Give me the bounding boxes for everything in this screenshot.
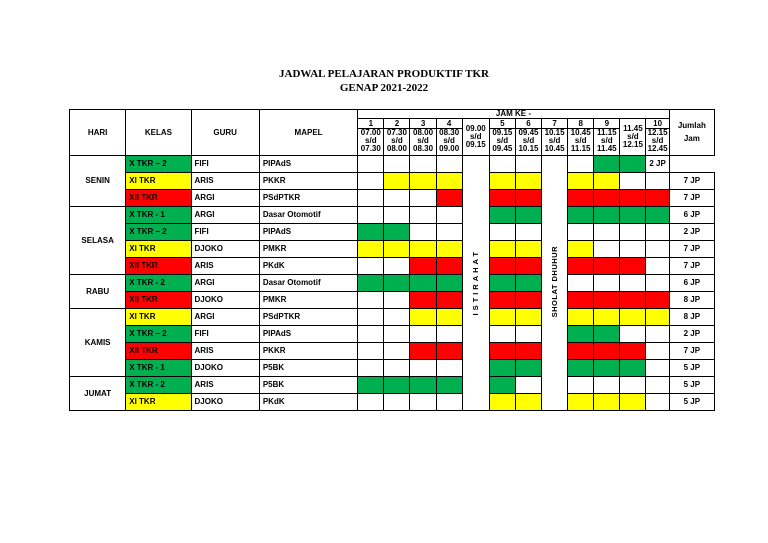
slot-cell bbox=[489, 275, 515, 292]
break-time-4: 09.00 s/d 09.15 bbox=[462, 119, 489, 156]
day-cell-jumat: JUMAT bbox=[70, 377, 126, 411]
slot-cell bbox=[489, 326, 515, 343]
slot-cell bbox=[436, 343, 462, 360]
slot-cell bbox=[515, 241, 541, 258]
slot-cell bbox=[568, 292, 594, 309]
slot-cell bbox=[594, 241, 620, 258]
slot-cell bbox=[620, 241, 646, 258]
slot-cell bbox=[358, 156, 384, 173]
slot-cell bbox=[594, 309, 620, 326]
period-number-3: 3 bbox=[410, 119, 436, 129]
guru-cell: FIFI bbox=[191, 224, 259, 241]
slot-cell bbox=[620, 275, 646, 292]
slot-cell bbox=[384, 326, 410, 343]
mapel-cell: Dasar Otomotif bbox=[259, 275, 357, 292]
slot-cell bbox=[384, 377, 410, 394]
slot-cell bbox=[620, 207, 646, 224]
slot-cell bbox=[515, 156, 541, 173]
slot-cell bbox=[489, 258, 515, 275]
jumlah-cell: 7 JP bbox=[669, 258, 714, 275]
slot-cell bbox=[436, 394, 462, 411]
slot-cell bbox=[358, 343, 384, 360]
table-row bbox=[70, 292, 715, 309]
jumlah-cell: 2 JP bbox=[669, 224, 714, 241]
slot-cell bbox=[646, 258, 669, 275]
table-row bbox=[70, 207, 715, 224]
slot-cell bbox=[436, 326, 462, 343]
period-number-9: 9 bbox=[594, 119, 620, 129]
slot-cell bbox=[515, 309, 541, 326]
period-time-5: 09.15 s/d 09.45 bbox=[489, 129, 515, 156]
slot-cell bbox=[594, 173, 620, 190]
slot-cell bbox=[568, 258, 594, 275]
header-hari: HARI bbox=[70, 110, 126, 156]
slot-cell bbox=[489, 292, 515, 309]
mapel-cell: Dasar Otomotif bbox=[259, 207, 357, 224]
slot-cell bbox=[358, 326, 384, 343]
table-row bbox=[70, 275, 715, 292]
slot-cell bbox=[620, 309, 646, 326]
slot-cell bbox=[620, 377, 646, 394]
table-row bbox=[70, 309, 715, 326]
slot-cell bbox=[384, 275, 410, 292]
kelas-cell: XI TKR bbox=[126, 309, 191, 326]
slot-cell bbox=[515, 275, 541, 292]
period-number-4: 4 bbox=[436, 119, 462, 129]
mapel-cell: PIPAdS bbox=[259, 326, 357, 343]
day-cell-kamis: KAMIS bbox=[70, 309, 126, 377]
table-row bbox=[70, 241, 715, 258]
guru-cell: DJOKO bbox=[191, 360, 259, 377]
period-time-3: 08.00 s/d 08.30 bbox=[410, 129, 436, 156]
period-number-1: 1 bbox=[358, 119, 384, 129]
kelas-cell: X TKR – 2 bbox=[126, 326, 191, 343]
slot-cell bbox=[489, 207, 515, 224]
period-number-6: 6 bbox=[515, 119, 541, 129]
slot-cell bbox=[436, 275, 462, 292]
slot-cell bbox=[410, 224, 436, 241]
slot-cell bbox=[436, 292, 462, 309]
mapel-cell: PSdPTKR bbox=[259, 190, 357, 207]
period-time-2: 07.30 s/d 08.00 bbox=[384, 129, 410, 156]
slot-cell bbox=[410, 173, 436, 190]
slot-cell bbox=[489, 377, 515, 394]
slot-cell bbox=[489, 156, 515, 173]
table-row bbox=[70, 360, 715, 377]
slot-cell bbox=[568, 241, 594, 258]
slot-cell bbox=[646, 309, 669, 326]
slot-cell bbox=[358, 190, 384, 207]
kelas-cell: XII TKR bbox=[126, 190, 191, 207]
mapel-cell: PKdK bbox=[259, 258, 357, 275]
slot-cell bbox=[568, 156, 594, 173]
slot-cell bbox=[594, 377, 620, 394]
slot-cell bbox=[358, 360, 384, 377]
guru-cell: ARGI bbox=[191, 309, 259, 326]
slot-cell bbox=[410, 241, 436, 258]
slot-cell bbox=[358, 224, 384, 241]
slot-cell bbox=[358, 292, 384, 309]
slot-cell bbox=[436, 309, 462, 326]
slot-cell bbox=[568, 326, 594, 343]
slot-cell bbox=[436, 173, 462, 190]
jumlah-cell: 5 JP bbox=[669, 360, 714, 377]
slot-cell bbox=[515, 207, 541, 224]
slot-cell bbox=[594, 292, 620, 309]
period-number-10: 10 bbox=[646, 119, 669, 129]
kelas-cell: XI TKR bbox=[126, 394, 191, 411]
slot-cell bbox=[436, 360, 462, 377]
kelas-cell: XI TKR bbox=[126, 173, 191, 190]
istirahat-label: ISTIRAHAT bbox=[471, 248, 480, 316]
table-row bbox=[70, 394, 715, 411]
slot-cell bbox=[410, 156, 436, 173]
slot-cell bbox=[384, 394, 410, 411]
slot-cell bbox=[410, 326, 436, 343]
slot-cell bbox=[646, 360, 669, 377]
period-time-8: 10.45 s/d 11.15 bbox=[568, 129, 594, 156]
kelas-cell: X TKR - 2 bbox=[126, 377, 191, 394]
mapel-cell: P5BK bbox=[259, 377, 357, 394]
slot-cell bbox=[436, 258, 462, 275]
slot-cell bbox=[646, 394, 669, 411]
slot-cell bbox=[436, 377, 462, 394]
mapel-cell: P5BK bbox=[259, 360, 357, 377]
slot-cell bbox=[620, 326, 646, 343]
slot-cell bbox=[384, 156, 410, 173]
table-row bbox=[70, 377, 715, 394]
slot-cell bbox=[594, 343, 620, 360]
slot-cell bbox=[594, 275, 620, 292]
slot-cell bbox=[410, 394, 436, 411]
slot-cell bbox=[594, 190, 620, 207]
jumlah-cell: 8 JP bbox=[669, 309, 714, 326]
guru-cell: ARIS bbox=[191, 173, 259, 190]
period-time-10: 12.15 s/d 12.45 bbox=[646, 129, 669, 156]
slot-cell bbox=[358, 258, 384, 275]
mapel-cell: PKdK bbox=[259, 394, 357, 411]
slot-cell bbox=[620, 394, 646, 411]
table-row bbox=[70, 326, 715, 343]
slot-cell bbox=[358, 377, 384, 394]
slot-cell bbox=[358, 241, 384, 258]
jumlah-cell: 7 JP bbox=[669, 343, 714, 360]
slot-cell bbox=[568, 275, 594, 292]
kelas-cell: X TKR - 1 bbox=[126, 207, 191, 224]
guru-cell: FIFI bbox=[191, 156, 259, 173]
schedule-table bbox=[69, 109, 715, 411]
slot-cell bbox=[646, 343, 669, 360]
slot-cell bbox=[620, 156, 646, 173]
slot-cell bbox=[489, 360, 515, 377]
slot-cell bbox=[620, 173, 646, 190]
slot-cell bbox=[594, 224, 620, 241]
mapel-cell: PKKR bbox=[259, 343, 357, 360]
slot-cell bbox=[594, 258, 620, 275]
slot-cell bbox=[646, 377, 669, 394]
slot-cell bbox=[646, 326, 669, 343]
slot-cell bbox=[410, 190, 436, 207]
slot-cell bbox=[594, 207, 620, 224]
slot-cell bbox=[384, 292, 410, 309]
slot-cell bbox=[436, 207, 462, 224]
jumlah-cell: 6 JP bbox=[669, 207, 714, 224]
slot-cell bbox=[646, 241, 669, 258]
break-time-10: 11.45 s/d 12.15 bbox=[620, 119, 646, 156]
slot-cell bbox=[646, 173, 669, 190]
slot-cell bbox=[515, 292, 541, 309]
slot-cell bbox=[620, 343, 646, 360]
slot-cell bbox=[568, 394, 594, 411]
period-number-8: 8 bbox=[568, 119, 594, 129]
table-row bbox=[70, 173, 715, 190]
header-mapel: MAPEL bbox=[259, 110, 357, 156]
slot-cell bbox=[384, 173, 410, 190]
slot-cell bbox=[515, 326, 541, 343]
slot-cell bbox=[515, 173, 541, 190]
table-row bbox=[70, 224, 715, 241]
guru-cell: DJOKO bbox=[191, 241, 259, 258]
guru-cell: FIFI bbox=[191, 326, 259, 343]
slot-cell bbox=[646, 292, 669, 309]
jumlah-cell: 5 JP bbox=[669, 377, 714, 394]
slot-cell bbox=[384, 207, 410, 224]
slot-cell bbox=[568, 343, 594, 360]
slot-cell bbox=[489, 190, 515, 207]
slot-cell bbox=[568, 207, 594, 224]
slot-cell bbox=[410, 292, 436, 309]
header-kelas: KELAS bbox=[126, 110, 191, 156]
slot-cell bbox=[489, 394, 515, 411]
jumlah-cell: 7 JP bbox=[669, 173, 714, 190]
guru-cell: ARIS bbox=[191, 258, 259, 275]
slot-cell bbox=[620, 224, 646, 241]
slot-cell bbox=[515, 394, 541, 411]
guru-cell: ARGI bbox=[191, 207, 259, 224]
slot-cell bbox=[358, 173, 384, 190]
slot-cell bbox=[594, 156, 620, 173]
day-cell-selasa: SELASA bbox=[70, 207, 126, 275]
slot-cell bbox=[646, 207, 669, 224]
guru-cell: ARGI bbox=[191, 275, 259, 292]
slot-cell bbox=[410, 258, 436, 275]
slot-cell bbox=[384, 309, 410, 326]
slot-cell bbox=[489, 173, 515, 190]
slot-cell bbox=[568, 173, 594, 190]
slot-cell bbox=[489, 224, 515, 241]
slot-cell bbox=[489, 343, 515, 360]
jumlah-cell: 2 JP bbox=[646, 156, 669, 173]
slot-cell bbox=[410, 343, 436, 360]
mapel-cell: PIPAdS bbox=[259, 156, 357, 173]
istirahat-column bbox=[462, 156, 489, 411]
slot-cell bbox=[489, 309, 515, 326]
slot-cell bbox=[436, 156, 462, 173]
period-time-6: 09.45 s/d 10.15 bbox=[515, 129, 541, 156]
slot-cell bbox=[515, 258, 541, 275]
jumlah-cell: 6 JP bbox=[669, 275, 714, 292]
slot-cell bbox=[594, 360, 620, 377]
kelas-cell: X TKR – 2 bbox=[126, 156, 191, 173]
slot-cell bbox=[410, 275, 436, 292]
mapel-cell: PMKR bbox=[259, 292, 357, 309]
slot-cell bbox=[436, 190, 462, 207]
period-number-5: 5 bbox=[489, 119, 515, 129]
schedule-title: JADWAL PELAJARAN PRODUKTIF TKR bbox=[279, 68, 489, 80]
slot-cell bbox=[384, 360, 410, 377]
mapel-cell: PKKR bbox=[259, 173, 357, 190]
slot-cell bbox=[358, 207, 384, 224]
slot-cell bbox=[620, 258, 646, 275]
header-guru: GURU bbox=[191, 110, 259, 156]
kelas-cell: X TKR - 2 bbox=[126, 275, 191, 292]
slot-cell bbox=[594, 394, 620, 411]
slot-cell bbox=[568, 360, 594, 377]
slot-cell bbox=[515, 343, 541, 360]
jumlah-cell: 7 JP bbox=[669, 241, 714, 258]
slot-cell bbox=[358, 309, 384, 326]
slot-cell bbox=[410, 309, 436, 326]
period-time-4: 08.30 s/d 09.00 bbox=[436, 129, 462, 156]
period-number-2: 2 bbox=[384, 119, 410, 129]
slot-cell bbox=[646, 190, 669, 207]
header-row-jam bbox=[70, 110, 715, 119]
day-cell-rabu: RABU bbox=[70, 275, 126, 309]
slot-cell bbox=[646, 224, 669, 241]
guru-cell: DJOKO bbox=[191, 292, 259, 309]
slot-cell bbox=[515, 190, 541, 207]
slot-cell bbox=[489, 241, 515, 258]
mapel-cell: PSdPTKR bbox=[259, 309, 357, 326]
slot-cell bbox=[568, 377, 594, 394]
slot-cell bbox=[620, 190, 646, 207]
slot-cell bbox=[568, 190, 594, 207]
guru-cell: DJOKO bbox=[191, 394, 259, 411]
period-time-9: 11.15 s/d 11.45 bbox=[594, 129, 620, 156]
slot-cell bbox=[410, 360, 436, 377]
jumlah-cell: 5 JP bbox=[669, 394, 714, 411]
slot-cell bbox=[436, 241, 462, 258]
kelas-cell: XII TKR bbox=[126, 292, 191, 309]
slot-cell bbox=[384, 258, 410, 275]
header-jumlah-jam: Jumlah Jam bbox=[669, 110, 714, 156]
table-row bbox=[70, 156, 715, 173]
slot-cell bbox=[594, 326, 620, 343]
kelas-cell: X TKR – 2 bbox=[126, 224, 191, 241]
period-number-7: 7 bbox=[542, 119, 568, 129]
kelas-cell: XI TKR bbox=[126, 241, 191, 258]
slot-cell bbox=[568, 309, 594, 326]
table-row bbox=[70, 258, 715, 275]
guru-cell: ARIS bbox=[191, 343, 259, 360]
kelas-cell: XII TKR bbox=[126, 343, 191, 360]
slot-cell bbox=[436, 224, 462, 241]
sholat-label: SHOLAT DHUHUR bbox=[549, 246, 559, 318]
sholat-column bbox=[542, 156, 568, 411]
kelas-cell: XII TKR bbox=[126, 258, 191, 275]
period-time-7: 10.15 s/d 10.45 bbox=[542, 129, 568, 156]
slot-cell bbox=[358, 394, 384, 411]
slot-cell bbox=[568, 224, 594, 241]
slot-cell bbox=[384, 190, 410, 207]
slot-cell bbox=[384, 343, 410, 360]
schedule-subtitle: GENAP 2021-2022 bbox=[339, 82, 429, 94]
jumlah-cell: 7 JP bbox=[669, 190, 714, 207]
slot-cell bbox=[620, 292, 646, 309]
table-row bbox=[70, 190, 715, 207]
guru-cell: ARGI bbox=[191, 190, 259, 207]
mapel-cell: PMKR bbox=[259, 241, 357, 258]
mapel-cell: PIPAdS bbox=[259, 224, 357, 241]
table-row bbox=[70, 343, 715, 360]
jumlah-cell: 2 JP bbox=[669, 326, 714, 343]
slot-cell bbox=[410, 207, 436, 224]
day-cell-senin: SENIN bbox=[70, 156, 126, 207]
header-jam-ke: JAM KE - bbox=[358, 110, 669, 119]
slot-cell bbox=[358, 275, 384, 292]
slot-cell bbox=[515, 360, 541, 377]
kelas-cell: X TKR - 1 bbox=[126, 360, 191, 377]
period-time-1: 07.00 s/d 07.30 bbox=[358, 129, 384, 156]
slot-cell bbox=[384, 241, 410, 258]
jumlah-cell: 8 JP bbox=[669, 292, 714, 309]
slot-cell bbox=[410, 377, 436, 394]
slot-cell bbox=[384, 224, 410, 241]
slot-cell bbox=[646, 275, 669, 292]
slot-cell bbox=[620, 360, 646, 377]
guru-cell: ARIS bbox=[191, 377, 259, 394]
slot-cell bbox=[515, 377, 541, 394]
slot-cell bbox=[515, 224, 541, 241]
